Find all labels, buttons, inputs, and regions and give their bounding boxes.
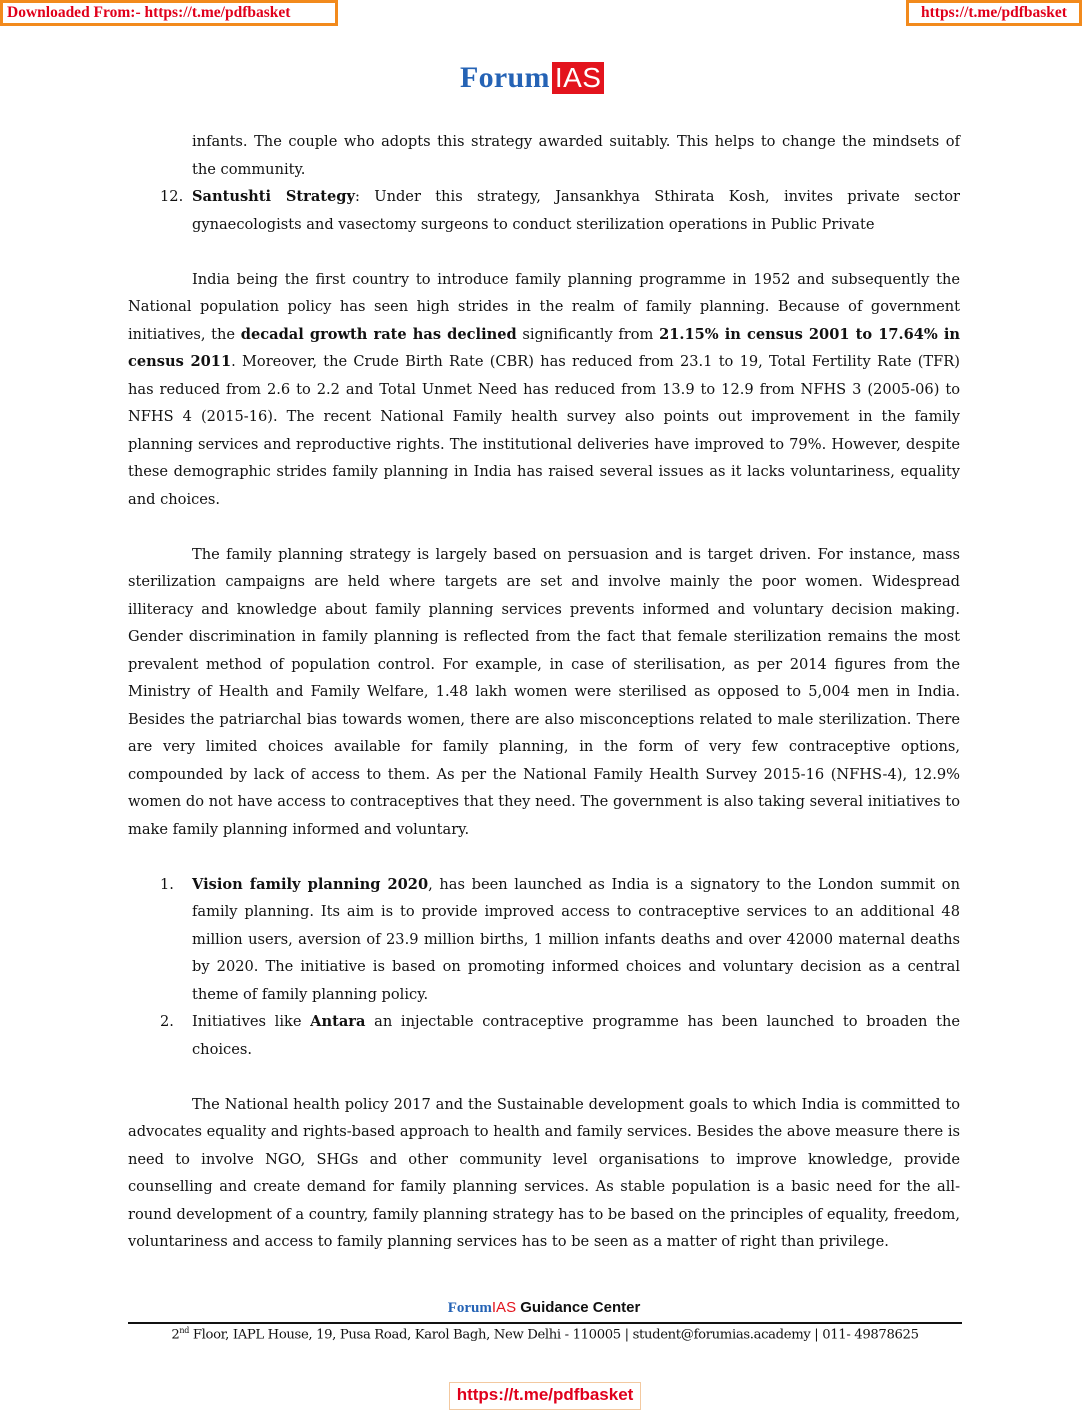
document-body xyxy=(128,128,960,1256)
footer-brand-forum: Forum xyxy=(447,1300,492,1316)
paragraph-issues: The family planning strategy is largely based on persuasion and is target driven. For instance, mass sterilization campaigns are held where targets are set and involve mainly the poor women. Widespread illiteracy and knowledge about family planning services prevents informed and voluntary decision making. Gender discrimination in family planning is reflected from the fact that female sterilization remains the most prevalent method of population control. For example, in case of sterilisation, as per 2014 figures from the Ministry of Health and Family Welfare, 1.48 lakh women were sterilised as opposed to 5,004 men in India. Besides the patriarchal bias towards women, there are also misconceptions related to male sterilization. There are very limited choices available for family planning, in the form of very few contraceptive options, compounded by lack of access to them. As per the National Family Health Survey 2015-16 (NFHS-4), 12.9% women do not have access to contraceptives that they need. The government is also taking several initiatives to make family planning informed and voluntary. xyxy=(128,545,960,838)
footer-center-label: Guidance Center xyxy=(516,1299,641,1316)
list-body: an injectable contraceptive programme has been launched to broaden the choices. xyxy=(192,1013,961,1058)
download-source-banner[interactable]: Downloaded From:- https://t.me/pdfbasket xyxy=(0,0,338,26)
address-rest: Floor, IAPL House, 19, Pusa Road, Karol Bagh, New Delhi - 110005 | student@forumias.academy | 011- 49878625 xyxy=(188,1327,919,1343)
bold-run: decadal growth rate has declined xyxy=(240,325,517,343)
address-sup: nd xyxy=(179,1326,189,1335)
list-item-antara xyxy=(128,1008,960,1063)
top-right-link-banner[interactable]: https://t.me/pdfbasket xyxy=(906,0,1082,26)
forumias-logo xyxy=(460,62,604,94)
text-run: India being the first country to introduce family planning programme in 1952 and subsequently the National population policy has seen high strides in the realm of family planning. Because of government initiatives, the xyxy=(128,270,960,343)
continued-list-item: infants. The couple who adopts this strategy awarded suitably. This helps to change the mindsets of the community. xyxy=(192,133,960,178)
list-body: , has been launched as India is a signatory to the London summit on family planning. Its aim is to provide improved access to contraceptive services to an additional 48 million users, aversion of 23.9 million births, 1 million infants deaths and over 42000 maternal deaths by 2020. The initiative is based on promoting informed choices and voluntary decision as a central theme of family planning policy. xyxy=(192,875,960,1003)
list-pre: Initiatives like xyxy=(192,1013,311,1030)
paragraph-conclusion: The National health policy 2017 and the Sustainable development goals to which India is committed to advocates equality and rights-based approach to health and family services. Besides the above measure there is need to involve NGO, SHGs and other community level organisations to improve knowledge, provide counselling and create demand for family planning services. As stable population is a basic need for the all-round development of a country, family planning strategy has to be based on the principles of equality, freedom, voluntariness and access to family planning services has to be seen as a matter of right than privilege. xyxy=(128,1095,960,1250)
list-number: 2. xyxy=(160,1013,174,1030)
list-item-santushti xyxy=(128,183,960,238)
logo-ias-text: IAS xyxy=(552,62,605,94)
list-bold-term: Antara xyxy=(310,1013,366,1030)
list-text xyxy=(192,871,960,1009)
bottom-link-banner[interactable]: https://t.me/pdfbasket xyxy=(449,1382,641,1410)
list-number: 12. xyxy=(160,188,184,205)
logo-forum-text: Forum xyxy=(460,61,550,94)
list-text xyxy=(192,1008,960,1063)
footer-address xyxy=(128,1326,962,1342)
bold-run: 21.15% in census 2001 to 17.64% in census 2011 xyxy=(128,325,961,370)
list-item-vision-2020 xyxy=(128,871,960,1009)
paragraph-achievements xyxy=(128,266,960,514)
footer-brand-ias: IAS xyxy=(491,1299,517,1316)
list-body: : Under this strategy, Jansankhya Sthirata Kosh, invites private sector gynaecologists and vasectomy surgeons to conduct sterilization operations in Public Private xyxy=(192,188,960,233)
footer-divider xyxy=(128,1322,962,1324)
address-floor: 2 xyxy=(171,1327,180,1343)
list-bold-term: Vision family planning 2020 xyxy=(192,875,429,893)
footer-title xyxy=(0,1299,1088,1317)
text-run: . Moreover, the Crude Birth Rate (CBR) has reduced from 23.1 to 19, Total Fertility Rate (TFR) has reduced from 2.6 to 2.2 and Total Unmet Need has reduced from 13.9 to 12.9 from NFHS 3 (2005-06) to NFHS 4 (2015-16). The recent National Family health survey also points out improvement in the family planning services and reproductive rights. The institutional deliveries have improved to 79%. However, despite these demographic strides family planning in India has raised several issues as it lacks voluntariness, equality and choices. xyxy=(128,353,960,508)
list-text xyxy=(192,183,960,238)
text-run: significantly from xyxy=(516,325,660,343)
list-bold-term: Santushti Strategy xyxy=(192,188,355,205)
list-number: 1. xyxy=(160,875,174,893)
